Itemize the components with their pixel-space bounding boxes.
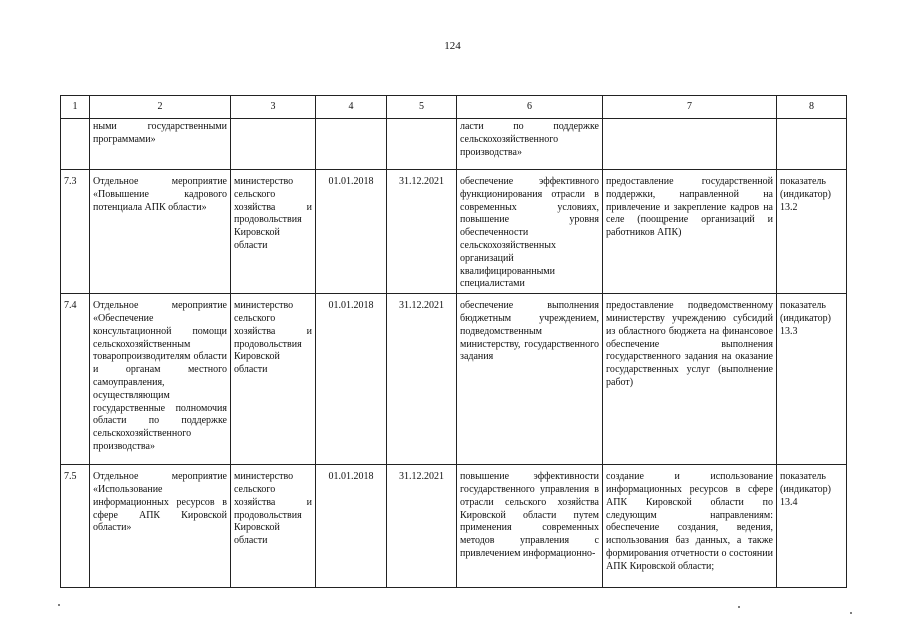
start-date-cell: 01.01.2018 bbox=[316, 465, 387, 588]
page-number: 124 bbox=[444, 40, 461, 52]
program-table bbox=[60, 95, 847, 588]
table-row bbox=[61, 465, 847, 588]
row-number-cell: 7.4 bbox=[61, 294, 90, 465]
column-header: 8 bbox=[777, 96, 847, 119]
row-number-cell: 7.5 bbox=[61, 465, 90, 588]
table-row bbox=[61, 294, 847, 465]
table-cell bbox=[316, 119, 387, 170]
column-header: 4 bbox=[316, 96, 387, 119]
indicator-cell: показатель (индикатор) 13.2 bbox=[777, 170, 847, 294]
table-row bbox=[61, 170, 847, 294]
result-continuation-cell: ласти по поддержке сельскохозяйственного производства» bbox=[457, 119, 603, 170]
column-header: 1 bbox=[61, 96, 90, 119]
column-header: 2 bbox=[90, 96, 231, 119]
executor-cell: министерство сельского хозяйства и продовольствия Кировской области bbox=[231, 170, 316, 294]
result-cell: обеспечение выполнения бюджетным учреждением, подведомственным министерству, государственного задания bbox=[457, 294, 603, 465]
column-header: 7 bbox=[603, 96, 777, 119]
result-cell: повышение эффективности государственного управления в отрасли сельского хозяйства Кировской области путем применения современных методов управления с привлечением информационно- bbox=[457, 465, 603, 588]
continuation-row bbox=[61, 119, 847, 170]
scan-speck bbox=[738, 606, 740, 608]
event-continuation-cell: ными государственными программами» bbox=[90, 119, 231, 170]
column-header: 6 bbox=[457, 96, 603, 119]
activities-cell: предоставление государственной поддержки, направленной на привлечение и закрепление кадров на селе (поощрение организаций и работников АПК) bbox=[603, 170, 777, 294]
table-cell bbox=[603, 119, 777, 170]
scan-speck bbox=[58, 604, 60, 606]
end-date-cell: 31.12.2021 bbox=[387, 465, 457, 588]
executor-cell: министерство сельского хозяйства и продовольствия Кировской области bbox=[231, 294, 316, 465]
indicator-cell: показатель (индикатор) 13.3 bbox=[777, 294, 847, 465]
end-date-cell: 31.12.2021 bbox=[387, 294, 457, 465]
indicator-cell: показатель (индикатор) 13.4 bbox=[777, 465, 847, 588]
executor-cell: министерство сельского хозяйства и продовольствия Кировской области bbox=[231, 465, 316, 588]
table-cell bbox=[231, 119, 316, 170]
activities-cell: предоставление подведомственному министерству учреждению субсидий из областного бюджета на финансовое обеспечение выполнения государственного задания на оказание государственных услуг (выполнение работ) bbox=[603, 294, 777, 465]
table-header-row bbox=[61, 96, 847, 119]
end-date-cell: 31.12.2021 bbox=[387, 170, 457, 294]
start-date-cell: 01.01.2018 bbox=[316, 294, 387, 465]
result-cell: обеспечение эффективного функционирования отрасли в современных условиях, повышение уровня обеспеченности сельскохозяйственных организаций квалифицированными специалистами bbox=[457, 170, 603, 294]
table-cell bbox=[777, 119, 847, 170]
table-cell bbox=[61, 119, 90, 170]
event-cell: Отдельное мероприятие «Повышение кадрового потенциала АПК области» bbox=[90, 170, 231, 294]
event-cell: Отдельное мероприятие «Использование информационных ресурсов в сфере АПК Кировской области» bbox=[90, 465, 231, 588]
column-header: 3 bbox=[231, 96, 316, 119]
activities-cell: создание и использование информационных ресурсов в сфере АПК Кировской области по следующим направлениям: обеспечение создания, ведения, использования баз данных, а также формирования отчетности о состоянии АПК Кировской области; bbox=[603, 465, 777, 588]
start-date-cell: 01.01.2018 bbox=[316, 170, 387, 294]
row-number-cell: 7.3 bbox=[61, 170, 90, 294]
event-cell: Отдельное мероприятие «Обеспечение консультационной помощи сельскохозяйственным товаропроизводителям области и органам местного самоуправления, осуществляющим государственные полномочия области по поддержке сельскохозяйственного производства» bbox=[90, 294, 231, 465]
column-header: 5 bbox=[387, 96, 457, 119]
scan-speck bbox=[850, 612, 852, 614]
table-cell bbox=[387, 119, 457, 170]
